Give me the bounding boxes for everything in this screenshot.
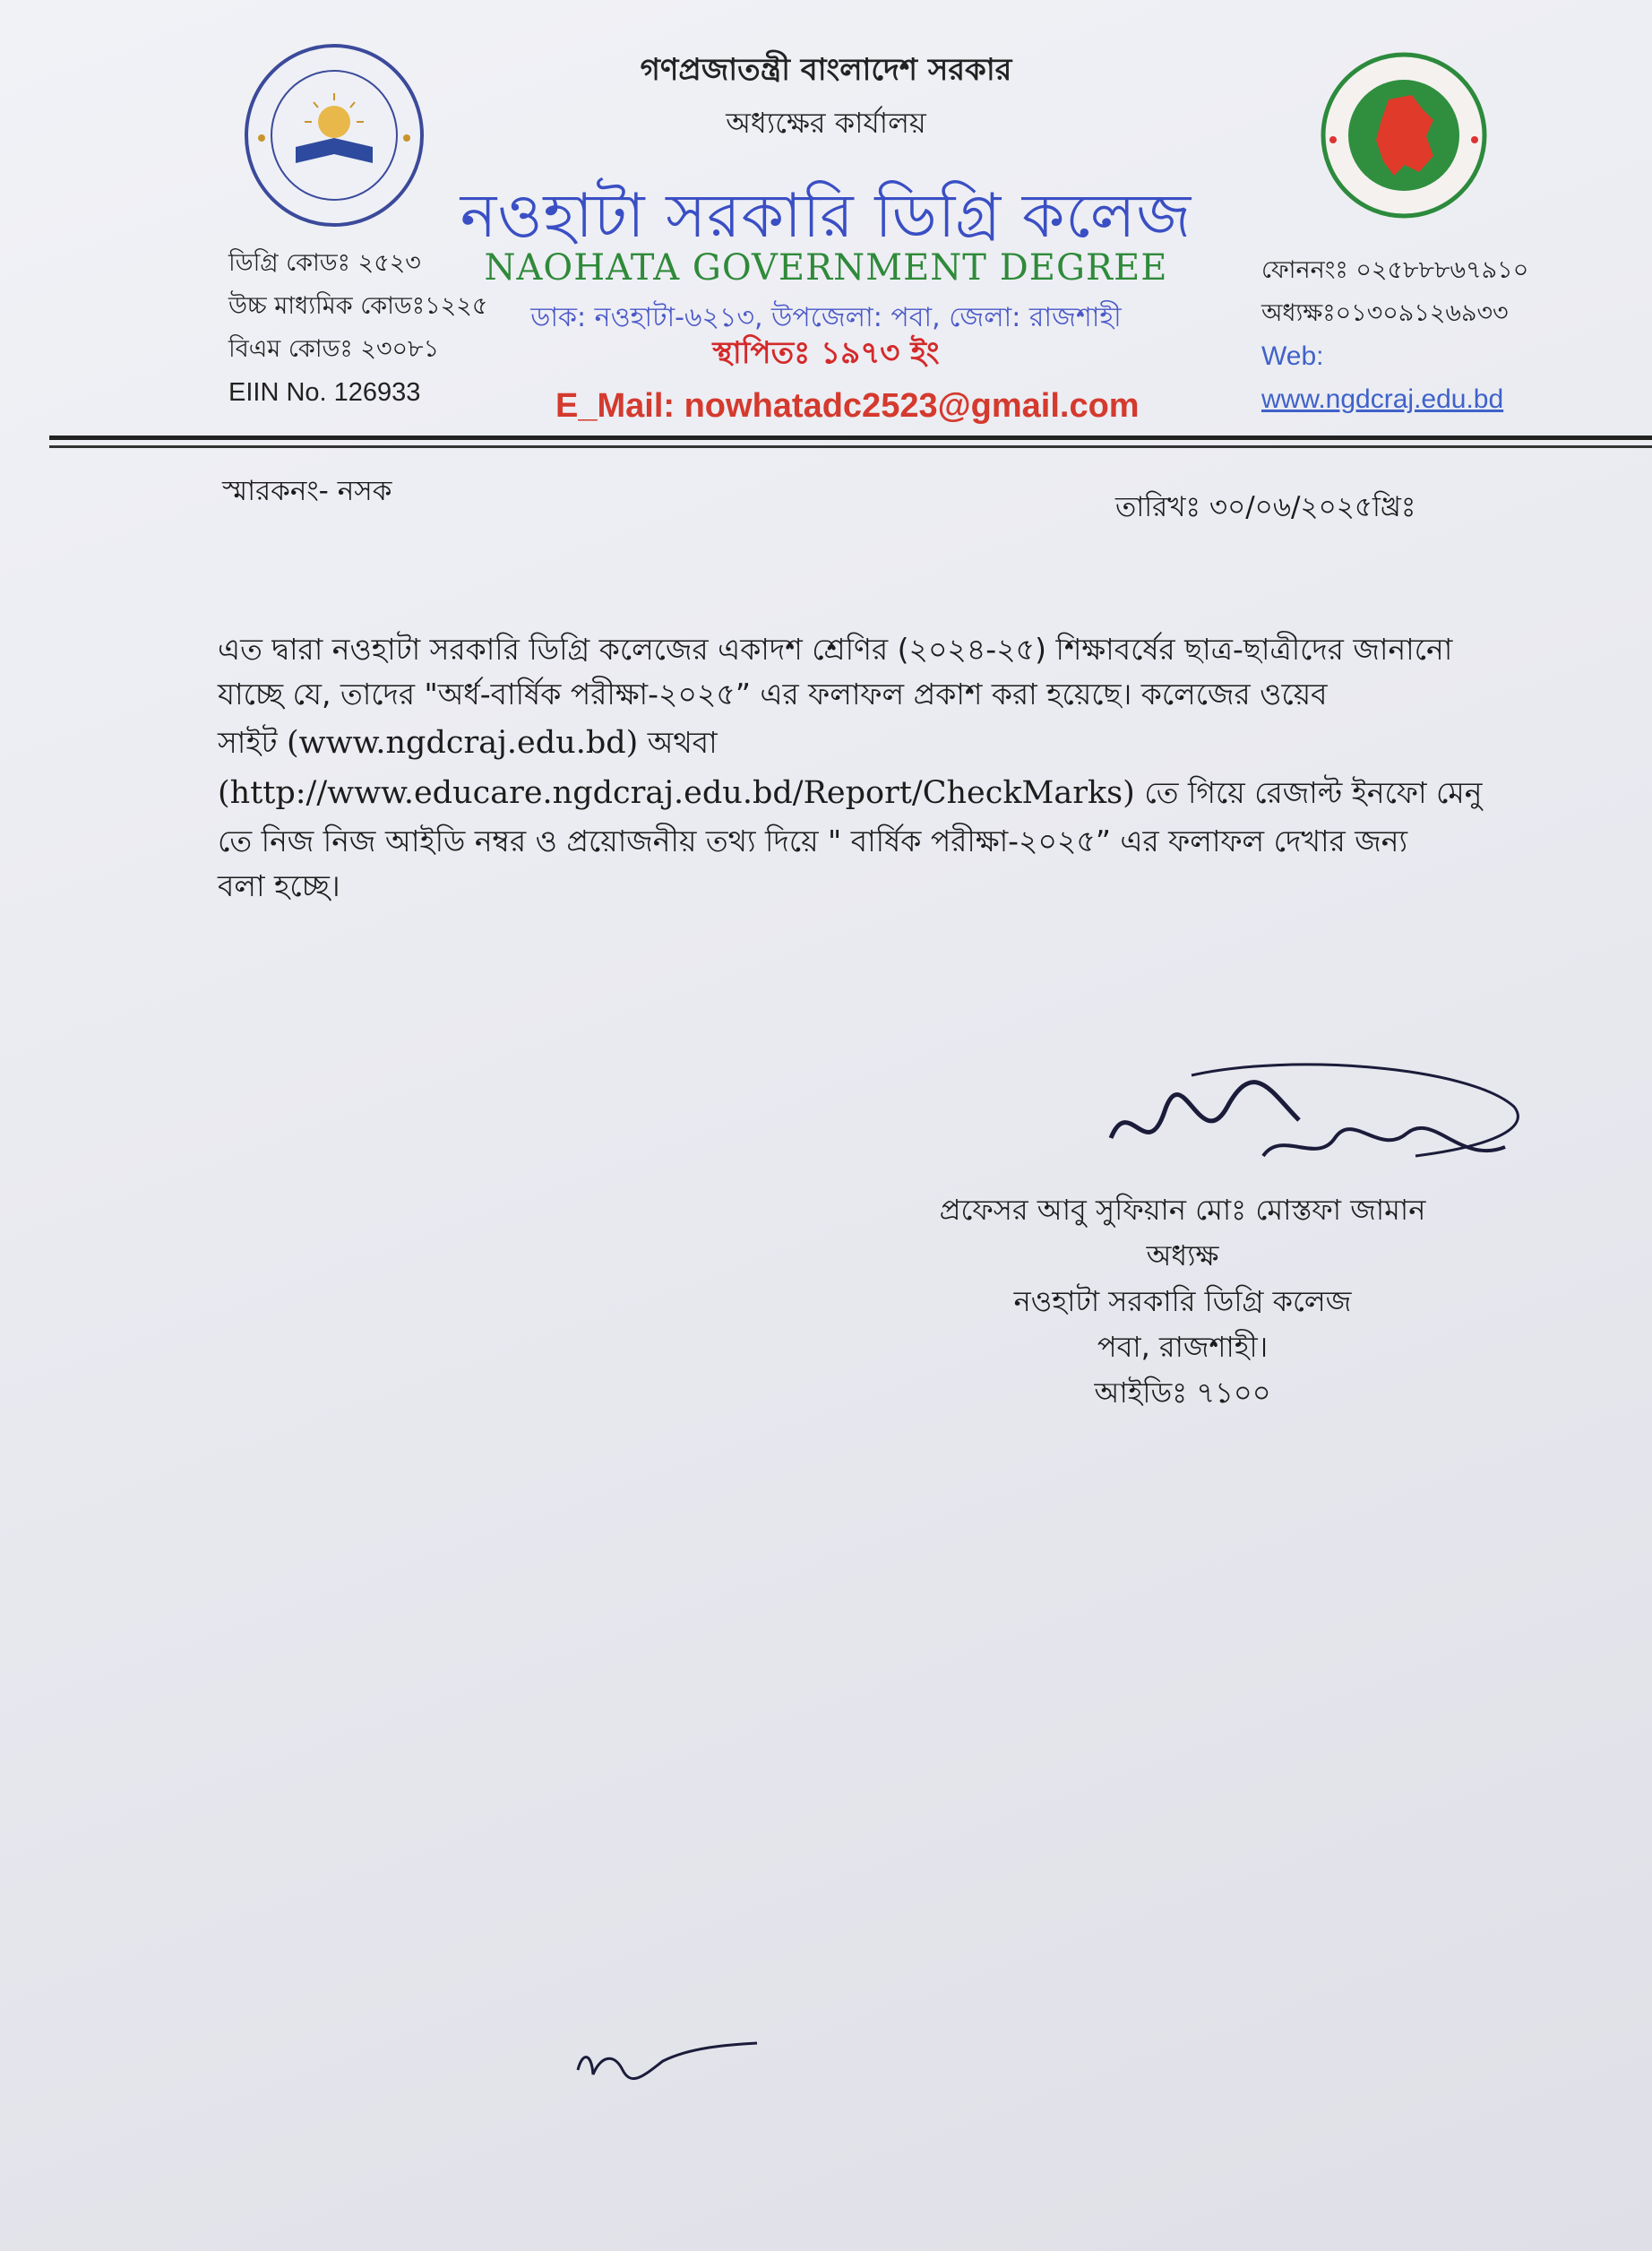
header-divider-thin (49, 445, 1652, 448)
college-address: ডাক: নওহাটা-৬২১৩, উপজেলা: পবা, জেলা: রাজশাহী (530, 302, 1122, 333)
signature-date-mark: ৩০/০৬/২০২৫ (1326, 1154, 1331, 1155)
established-year: স্থাপিতঃ ১৯৭৩ ইং (712, 335, 940, 371)
body-line-1: এত দ্বারা নওহাটা সরকারি ডিগ্রি কলেজের একাদশ শ্রেণির (২০২৪-২৫) শিক্ষাবর্ষের ছাত্র-ছাত্রীদের জানানো (218, 632, 1453, 667)
body-line-4-suffix: তে গিয়ে রেজাল্ট ইনফো মেনু (1144, 775, 1483, 810)
principal-phone: অধ্যক্ষঃ০১৩০৯১২৬৯৩৩ (1261, 299, 1509, 327)
body-line-3-prefix: সাইট (218, 725, 278, 760)
eiin-number: EIIN No. 126933 (228, 378, 421, 407)
signatory-name: প্রফেসর আবু সুফিয়ান মোঃ মোস্তফা জামান (939, 1193, 1426, 1227)
college-name-bengali: নওহাটা সরকারি ডিগ্রি কলেজ (460, 181, 1192, 252)
notice-body (218, 627, 1508, 909)
website-url-inline[interactable]: (www.ngdcraj.edu.bd) (287, 725, 639, 761)
office-title: অধ্যক্ষের কার্যালয় (726, 106, 926, 140)
signatory-designation: অধ্যক্ষ (1146, 1238, 1219, 1272)
phone-number: ফোননংঃ ০২৫৮৮৮৬৭৯১০ (1261, 256, 1529, 284)
pen-scribble-icon (573, 2034, 761, 2097)
college-email[interactable]: E_Mail: nowhatadc2523@gmail.com (555, 387, 1140, 425)
header-divider (49, 436, 1652, 440)
website-link[interactable]: www.ngdcraj.edu.bd (1261, 384, 1504, 414)
body-line-6: বলা হচ্ছে। (218, 868, 340, 903)
letter-date: তারিখঃ ৩০/০৬/২০২৫খ্রিঃ (1115, 491, 1416, 523)
signatory-college: নওহাটা সরকারি ডিগ্রি কলেজ (1013, 1284, 1352, 1318)
degree-code: ডিগ্রি কোডঃ ২৫২৩ (228, 249, 421, 277)
contact-info (1261, 249, 1528, 421)
hsc-code: উচ্চ মাধ্যমিক কোডঃ১২২৫ (228, 292, 488, 320)
bm-code: বিএম কোডঃ ২৩০৮১ (228, 335, 440, 363)
government-title: গণপ্রজাতন্ত্রী বাংলাদেশ সরকার (640, 52, 1012, 88)
college-name-english: NAOHATA GOVERNMENT DEGREE (484, 247, 1168, 289)
body-line-5: তে নিজ নিজ আইডি নম্বর ও প্রয়োজনীয় তথ্য দিয়ে " বার্ষিক পরীক্ষা-২০২৫” এর ফলাফল দেখার জন্য (218, 824, 1408, 858)
memo-number: স্মারকনং- নসক (222, 475, 392, 507)
college-codes (228, 242, 487, 414)
body-line-2: যাচ্ছে যে, তাদের "অর্ধ-বার্ষিক পরীক্ষা-২০২৫” এর ফলাফল প্রকাশ করা হয়েছে। কলেজের ওয়েব (218, 677, 1328, 712)
body-line-3-suffix: অথবা (647, 725, 718, 760)
signatory-id: আইডিঃ ৭১০০ (1094, 1376, 1271, 1410)
result-url-inline[interactable]: (http://www.educare.ngdcraj.edu.bd/Report/CheckMarks) (218, 775, 1135, 811)
web-label: Web: (1261, 341, 1324, 371)
signatory-block (878, 1187, 1487, 1416)
signatory-location: পবা, রাজশাহী। (1097, 1330, 1269, 1364)
